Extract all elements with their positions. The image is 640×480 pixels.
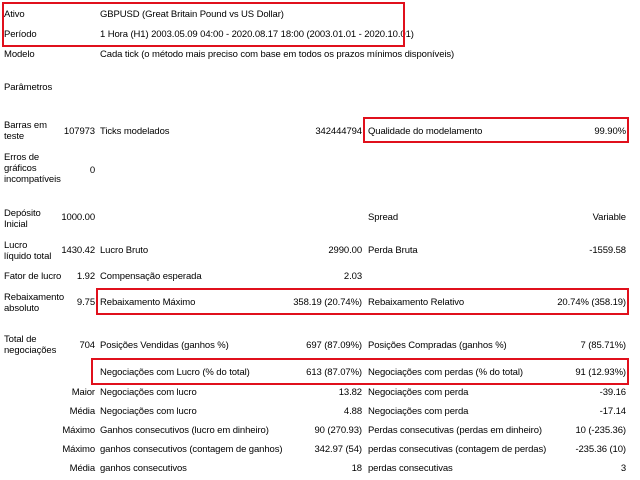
net-profit-value: 1430.42 — [61, 245, 95, 256]
quality-label: Qualidade do modelamento — [368, 126, 483, 137]
detail-left-value: 90 (270.93) — [314, 425, 362, 436]
gross-profit-label: Lucro Bruto — [100, 245, 149, 256]
abs-drawdown-value: 9.75 — [76, 297, 95, 308]
detail-left-value: 342.97 (54) — [314, 444, 362, 455]
long-positions-label: Posições Compradas (ganhos %) — [368, 340, 507, 351]
drawdown-highlight-box — [96, 288, 629, 315]
detail-right-value: -17.14 — [599, 406, 626, 417]
abs-drawdown-label: Rebaixamento absoluto — [4, 292, 65, 314]
total-trades-label: Total de negociações — [4, 334, 57, 356]
bars-value: 107973 — [63, 126, 95, 137]
errors-value: 0 — [89, 165, 95, 176]
quality-highlight-box — [363, 117, 629, 143]
detail-right-label: Negociações com perda — [368, 406, 469, 417]
periodo-label: Período — [4, 29, 37, 40]
max-drawdown-label: Rebaixamento Máximo — [100, 297, 196, 308]
profit-trades-label: Negociações com Lucro (% do total) — [100, 367, 250, 378]
detail-left-value: 13.82 — [338, 387, 362, 398]
detail-left-value: 4.88 — [343, 406, 362, 417]
header-highlight-box — [2, 2, 405, 47]
trades-highlight-box — [91, 358, 629, 385]
periodo-value: 1 Hora (H1) 2003.05.09 04:00 - 2020.08.17 18:00 (2003.01.01 - 2020.10.01) — [100, 29, 414, 40]
detail-right-label: perdas consecutivas (contagem de perdas) — [368, 444, 547, 455]
detail-prefix: Média — [69, 463, 95, 474]
modelo-label: Modelo — [4, 49, 35, 60]
modelo-value: Cada tick (o método mais preciso com base em todos os prazos mínimos disponíveis) — [100, 49, 455, 60]
ativo-value: GBPUSD (Great Britain Pound vs US Dollar) — [100, 9, 284, 20]
profit-trades-value: 613 (87.07%) — [306, 367, 362, 378]
errors-label: Erros de gráficos incompatíveis — [4, 152, 61, 185]
detail-right-value: -39.16 — [599, 387, 626, 398]
parametros-label: Parâmetros — [4, 82, 53, 93]
bars-label: Barras em teste — [4, 120, 47, 142]
short-positions-label: Posições Vendidas (ganhos %) — [100, 340, 229, 351]
detail-left-label: ganhos consecutivos (contagem de ganhos) — [100, 444, 283, 455]
gross-loss-label: Perda Bruta — [368, 245, 418, 256]
gross-profit-value: 2990.00 — [328, 245, 362, 256]
deposit-label: Depósito Inicial — [4, 208, 41, 230]
profit-factor-value: 1.92 — [76, 271, 95, 282]
long-positions-value: 7 (85.71%) — [580, 340, 626, 351]
detail-right-label: perdas consecutivas — [368, 463, 453, 474]
detail-prefix: Média — [69, 406, 95, 417]
spread-value: Variable — [592, 212, 626, 223]
detail-right-value: 10 (-235.36) — [575, 425, 626, 436]
ticks-label: Ticks modelados — [100, 126, 170, 137]
expected-payoff-label: Compensação esperada — [100, 271, 202, 282]
detail-left-label: Ganhos consecutivos (lucro em dinheiro) — [100, 425, 269, 436]
total-trades-value: 704 — [79, 340, 95, 351]
net-profit-label: Lucro líquido total — [4, 240, 52, 262]
quality-value: 99.90% — [594, 126, 626, 137]
detail-prefix: Maior — [71, 387, 95, 398]
deposit-value: 1000.00 — [61, 212, 95, 223]
rel-drawdown-value: 20.74% (358.19) — [557, 297, 626, 308]
detail-prefix: Máximo — [62, 425, 95, 436]
gross-loss-value: -1559.58 — [589, 245, 626, 256]
spread-label: Spread — [368, 212, 399, 223]
rel-drawdown-label: Rebaixamento Relativo — [368, 297, 465, 308]
detail-right-label: Negociações com perda — [368, 387, 469, 398]
profit-factor-label: Fator de lucro — [4, 271, 62, 282]
detail-left-label: Negociações com lucro — [100, 406, 197, 417]
detail-right-value: 3 — [620, 463, 626, 474]
ativo-label: Ativo — [4, 9, 25, 20]
detail-prefix: Máximo — [62, 444, 95, 455]
detail-right-value: -235.36 (10) — [575, 444, 626, 455]
loss-trades-label: Negociações com perdas (% do total) — [368, 367, 523, 378]
max-drawdown-value: 358.19 (20.74%) — [293, 297, 362, 308]
short-positions-value: 697 (87.09%) — [306, 340, 362, 351]
detail-right-label: Perdas consecutivas (perdas em dinheiro) — [368, 425, 542, 436]
loss-trades-value: 91 (12.93%) — [575, 367, 626, 378]
detail-left-label: ganhos consecutivos — [100, 463, 187, 474]
expected-payoff-value: 2.03 — [343, 271, 362, 282]
ticks-value: 342444794 — [315, 126, 362, 137]
detail-left-value: 18 — [351, 463, 362, 474]
detail-left-label: Negociações com lucro — [100, 387, 197, 398]
